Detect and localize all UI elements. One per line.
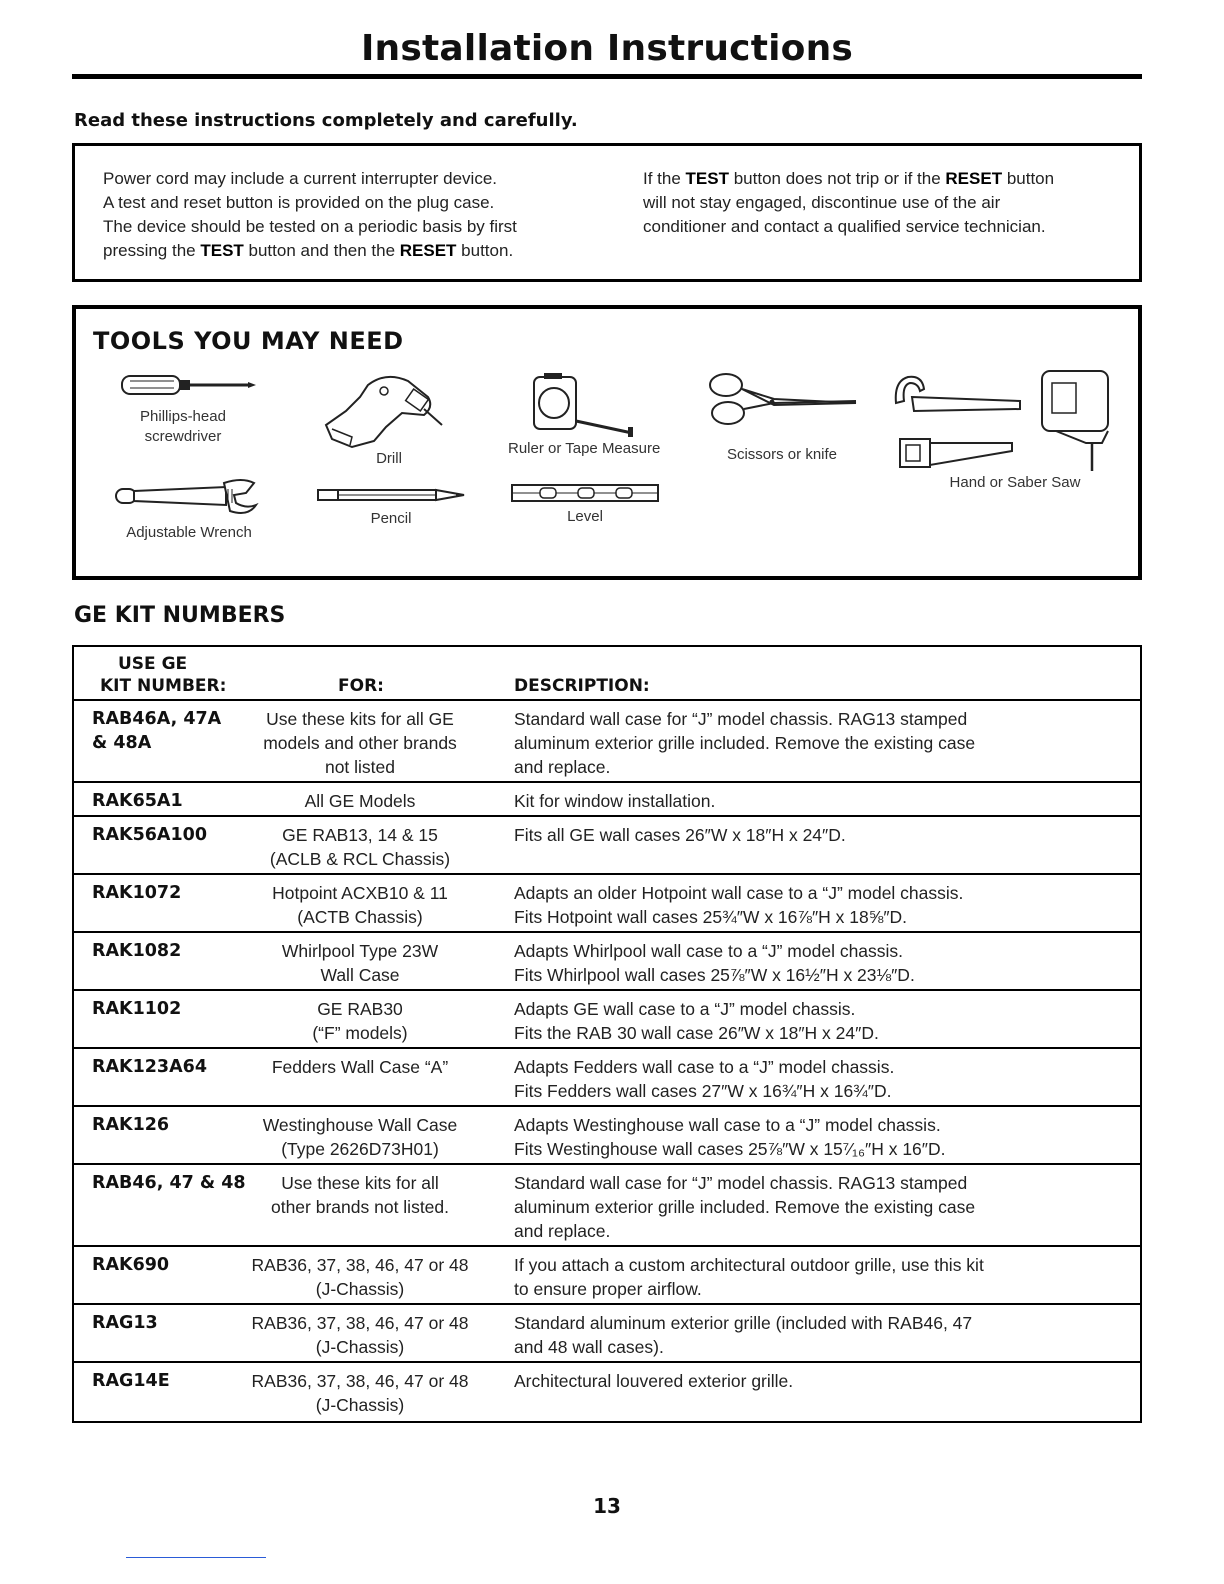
notice-box (72, 143, 1142, 282)
tools-heading: TOOLS YOU MAY NEED (93, 327, 404, 355)
kit-number-cell-line: RAB46A, 47A (92, 709, 222, 729)
notice-right-line-1 (643, 167, 1133, 191)
kit-description-cell-line: Fits Fedders wall cases 27″W x 16¾″H x 16¾″D. (514, 1081, 892, 1101)
scissors-label: Scissors or knife (726, 446, 838, 463)
pencil-label: Pencil (370, 510, 412, 527)
level-icon (510, 483, 660, 505)
kit-description-cell-line: and 48 wall cases). (514, 1337, 664, 1357)
kit-for-cell-line: Hotpoint ACXB10 & 11 (272, 883, 448, 903)
kit-for-cell (234, 789, 486, 813)
kit-description-cell-line: Architectural louvered exterior grille. (514, 1371, 794, 1391)
kit-for-cell (234, 1253, 486, 1301)
header-for: FOR: (338, 676, 384, 696)
notice-text-fragment: button does not trip or if the (728, 169, 946, 188)
test-keyword: TEST (200, 241, 244, 260)
kit-number-cell-line: RAK1082 (92, 941, 182, 961)
kit-for-cell-line: (Type 2626D73H01) (281, 1139, 439, 1159)
drill-icon (316, 367, 456, 447)
header-kit-number-line-1: USE GE (118, 654, 188, 674)
header-kit-number (100, 653, 226, 697)
kit-numbers-heading: GE KIT NUMBERS (74, 603, 286, 628)
pencil-icon (316, 487, 466, 503)
kit-number-cell-line: RAK65A1 (92, 791, 183, 811)
kit-for-cell (234, 1113, 486, 1161)
kit-number-cell-line: RAK126 (92, 1115, 170, 1135)
table-row (74, 1049, 1140, 1107)
kit-for-cell (234, 997, 486, 1045)
kit-number-cell (92, 823, 252, 847)
kit-description-cell-line: Adapts GE wall case to a “J” model chassis. (514, 999, 856, 1019)
kit-table-header (74, 647, 1140, 701)
wrench-label: Adjustable Wrench (126, 524, 252, 541)
kit-number-cell (92, 707, 252, 755)
table-row (74, 1363, 1140, 1421)
kit-description-cell (514, 939, 1134, 987)
notice-text-fragment: button (1002, 169, 1055, 188)
kit-number-cell-line: RAK123A64 (92, 1057, 208, 1077)
notice-left-line-3: The device should be tested on a periodic basis by first (103, 217, 517, 236)
kit-description-cell (514, 1253, 1134, 1301)
table-row (74, 875, 1140, 933)
kit-number-cell (92, 1171, 252, 1195)
kit-for-cell-line: (ACTB Chassis) (297, 907, 423, 927)
kit-for-cell (234, 939, 486, 987)
kit-description-cell (514, 1171, 1134, 1243)
kit-description-cell-line: and replace. (514, 1221, 611, 1241)
notice-left-line-1: Power cord may include a current interrupter device. (103, 169, 498, 188)
table-row (74, 783, 1140, 817)
table-row (74, 991, 1140, 1049)
kit-number-cell (92, 1113, 252, 1137)
table-row (74, 1165, 1140, 1247)
kit-for-cell-line: All GE Models (304, 791, 416, 811)
kit-for-cell-line: not listed (324, 757, 396, 777)
kit-for-cell (234, 1055, 486, 1079)
kit-for-cell (234, 881, 486, 929)
kit-description-cell-line: Fits Westinghouse wall cases 25⅞″W x 15⁷⁄₁₆″H x 16″D. (514, 1139, 946, 1159)
kit-for-cell-line: Use these kits for all GE (266, 709, 454, 729)
kit-number-cell-line: RAK690 (92, 1255, 170, 1275)
reset-keyword: RESET (399, 241, 457, 260)
kit-for-cell-line: other brands not listed. (270, 1197, 450, 1217)
kit-description-cell-line: aluminum exterior grille included. Remove the existing case (514, 1197, 976, 1217)
scissors-icon (706, 371, 866, 431)
kit-number-cell-line: RAK1072 (92, 883, 182, 903)
title-divider (72, 74, 1142, 79)
table-row (74, 1107, 1140, 1165)
kit-number-cell (92, 1253, 252, 1277)
kit-description-cell (514, 823, 1134, 847)
kit-description-cell-line: Fits all GE wall cases 26″W x 18″H x 24″D. (514, 825, 846, 845)
kit-for-cell-line: (“F” models) (312, 1023, 408, 1043)
kit-for-cell-line: GE RAB13, 14 & 15 (282, 825, 438, 845)
kit-description-cell-line: If you attach a custom architectural outdoor grille, use this kit (514, 1255, 984, 1275)
kit-description-cell-line: Fits Whirlpool wall cases 25⅞″W x 16½″H x 23⅛″D. (514, 965, 915, 985)
notice-right-line-2: will not stay engaged, discontinue use of the air (643, 193, 1001, 212)
test-keyword: TEST (685, 169, 729, 188)
drill-label: Drill (376, 450, 402, 467)
footer-link-rule (126, 1557, 266, 1558)
kit-for-cell (234, 823, 486, 871)
notice-left-line-2: A test and reset button is provided on the plug case. (103, 193, 495, 212)
kit-for-cell-line: Fedders Wall Case “A” (271, 1057, 449, 1077)
kit-for-cell (234, 1171, 486, 1219)
table-row (74, 933, 1140, 991)
kit-for-cell-line: GE RAB30 (317, 999, 403, 1019)
saw-label: Hand or Saber Saw (949, 474, 1081, 491)
kit-description-cell (514, 997, 1134, 1045)
intro-text: Read these instructions completely and carefully. (74, 110, 578, 131)
level-label: Level (567, 508, 603, 525)
kit-for-cell-line: RAB36, 37, 38, 46, 47 or 48 (251, 1371, 469, 1391)
kit-number-cell-line: RAG13 (92, 1313, 158, 1333)
kit-description-cell-line: Standard aluminum exterior grille (included with RAB46, 47 (514, 1313, 973, 1333)
kit-description-cell (514, 1369, 1134, 1393)
wrench-icon (114, 475, 264, 515)
kit-for-cell-line: (J-Chassis) (315, 1279, 405, 1299)
reset-keyword: RESET (945, 169, 1003, 188)
kit-number-cell (92, 1055, 252, 1079)
header-kit-number-line-2: KIT NUMBER: (100, 676, 227, 696)
kit-number-cell-line: RAB46, 47 & 48 (92, 1173, 246, 1193)
kit-for-cell-line: (ACLB & RCL Chassis) (269, 849, 451, 869)
kit-description-cell-line: Kit for window installation. (514, 791, 716, 811)
notice-text-fragment: pressing the (103, 241, 201, 260)
kit-number-cell-line: RAG14E (92, 1371, 170, 1391)
saw-icon (890, 367, 1120, 477)
kit-description-cell-line: Adapts Fedders wall case to a “J” model chassis. (514, 1057, 895, 1077)
notice-text-fragment: button. (456, 241, 514, 260)
kit-number-cell-line: RAK1102 (92, 999, 182, 1019)
kit-description-cell (514, 789, 1134, 813)
kit-description-cell-line: to ensure proper airflow. (514, 1279, 702, 1299)
screwdriver-label (128, 407, 238, 447)
table-row (74, 817, 1140, 875)
notice-left-line-4 (103, 239, 603, 263)
kit-number-cell (92, 1369, 252, 1393)
table-row (74, 1305, 1140, 1363)
kit-description-cell-line: Adapts Westinghouse wall case to a “J” model chassis. (514, 1115, 941, 1135)
kit-description-cell (514, 1055, 1134, 1103)
table-row (74, 1247, 1140, 1305)
kit-for-cell-line: Whirlpool Type 23W (281, 941, 439, 961)
kit-description-cell (514, 881, 1134, 929)
page-number: 13 (593, 1494, 621, 1518)
notice-right-column (643, 167, 1133, 239)
kit-for-cell-line: models and other brands (263, 733, 457, 753)
kit-description-cell-line: Standard wall case for “J” model chassis. RAG13 stamped (514, 1173, 968, 1193)
kit-number-cell-line: & 48A (92, 733, 152, 753)
tape-measure-label: Ruler or Tape Measure (508, 440, 661, 457)
kit-number-cell-line: RAK56A100 (92, 825, 208, 845)
notice-text-fragment: If the (643, 169, 686, 188)
kit-for-cell (234, 1369, 486, 1417)
kit-for-cell-line: RAB36, 37, 38, 46, 47 or 48 (251, 1255, 469, 1275)
kit-for-cell-line: Westinghouse Wall Case (262, 1115, 458, 1135)
page-title: Installation Instructions (360, 28, 854, 69)
kit-number-cell (92, 789, 252, 813)
kit-description-cell (514, 1311, 1134, 1359)
notice-text-fragment: button and then the (243, 241, 400, 260)
screwdriver-label-line-1: Phillips-head (140, 408, 226, 425)
notice-right-line-3: conditioner and contact a qualified service technician. (643, 217, 1046, 236)
kit-for-cell (234, 707, 486, 779)
kit-description-cell (514, 707, 1134, 779)
kit-table-body (74, 701, 1140, 1421)
kit-description-cell-line: Fits the RAB 30 wall case 26″W x 18″H x 24″D. (514, 1023, 879, 1043)
kit-for-cell-line: Use these kits for all (281, 1173, 439, 1193)
kit-description-cell-line: Adapts Whirlpool wall case to a “J” model chassis. (514, 941, 904, 961)
header-description: DESCRIPTION: (514, 676, 650, 696)
notice-left-column (103, 167, 603, 263)
kit-for-cell-line: RAB36, 37, 38, 46, 47 or 48 (251, 1313, 469, 1333)
kit-number-cell (92, 1311, 252, 1335)
kit-description-cell-line: aluminum exterior grille included. Remove the existing case (514, 733, 976, 753)
table-row (74, 701, 1140, 783)
kit-number-cell (92, 997, 252, 1021)
kit-description-cell-line: and replace. (514, 757, 611, 777)
kit-description-cell (514, 1113, 1134, 1161)
kit-description-cell-line: Fits Hotpoint wall cases 25¾″W x 16⅞″H x 18⅝″D. (514, 907, 908, 927)
tools-box (72, 305, 1142, 580)
kit-description-cell-line: Standard wall case for “J” model chassis. RAG13 stamped (514, 709, 968, 729)
kit-for-cell (234, 1311, 486, 1359)
screwdriver-label-line-2: screwdriver (144, 428, 222, 445)
kit-for-cell-line: Wall Case (320, 965, 400, 985)
tape-measure-icon (508, 371, 638, 441)
kit-number-cell (92, 939, 252, 963)
kit-for-cell-line: (J-Chassis) (315, 1337, 405, 1357)
kit-for-cell-line: (J-Chassis) (315, 1395, 405, 1415)
kit-number-cell (92, 881, 252, 905)
kit-numbers-table (72, 645, 1142, 1423)
screwdriver-icon (120, 371, 260, 399)
kit-description-cell-line: Adapts an older Hotpoint wall case to a “J” model chassis. (514, 883, 964, 903)
